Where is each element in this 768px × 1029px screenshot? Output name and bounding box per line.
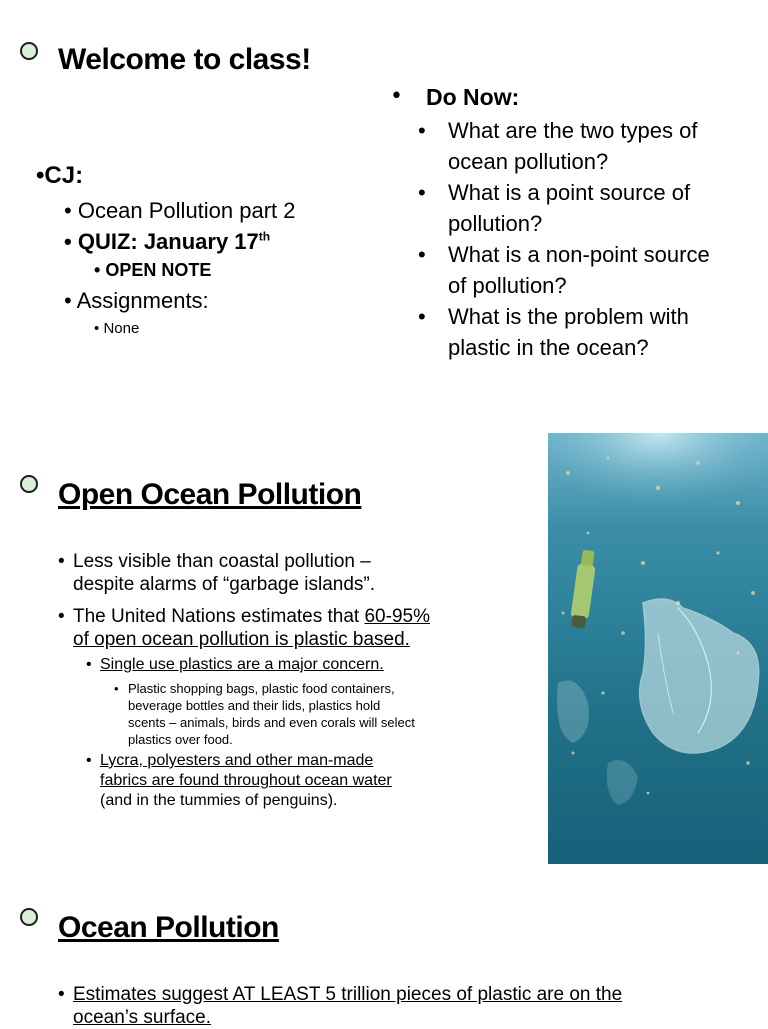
do-now-list [418, 115, 758, 363]
bullet: • [58, 551, 65, 572]
bullet: • [114, 681, 119, 696]
bullet: • [64, 198, 72, 223]
slide-marker-circle [20, 42, 38, 60]
cj-topic-row [64, 198, 296, 224]
list-item: • What are the two types of ocean pollution? [418, 115, 758, 177]
slide-title-ocean-pollution: Ocean Pollution [58, 911, 279, 944]
do-now-item-1a: What are the two types of [448, 118, 698, 143]
cj-quiz-sup: th [258, 229, 271, 244]
cj-assignments-value-row [94, 320, 139, 337]
bullet: • [36, 162, 45, 189]
oo-b2ai-line2: beverage bottles and their lids, plastics hold [128, 698, 381, 713]
slide-title-open-ocean: Open Ocean Pollution [58, 478, 362, 511]
list-item: • What is the problem with plastic in the ocean? [418, 301, 758, 363]
do-now-item-2b: pollution? [448, 211, 543, 236]
bullet: • [94, 260, 101, 280]
cj-quiz-note: OPEN NOTE [105, 260, 212, 280]
cj-assignments-row [64, 288, 209, 314]
bullet: • [94, 320, 100, 337]
oo-b1-line1: Less visible than coastal pollution – [73, 551, 371, 572]
slide-title-welcome: Welcome to class! [58, 43, 311, 76]
cj-heading-row [36, 162, 83, 190]
oo-b2b-line1: Lycra, polyesters and other man-made [100, 752, 374, 769]
oo-b2ai-line1: Plastic shopping bags, plastic food containers, [128, 681, 395, 696]
bullet: • [58, 984, 65, 1005]
bullet: • [64, 229, 72, 254]
do-now-item-2a: What is a point source of [448, 180, 691, 205]
list-item: • What is a point source of pollution? [418, 177, 758, 239]
do-now-item-3b: of pollution? [448, 273, 567, 298]
cj-quiz: QUIZ: January 17 [77, 229, 259, 254]
do-now-item-1b: ocean pollution? [448, 149, 609, 174]
oo-b2a: Single use plastics are a major concern. [100, 656, 384, 673]
do-now-item-4b: plastic in the ocean? [448, 335, 649, 360]
slide-marker-circle [20, 475, 38, 493]
oo-b2-underline-pct: 60-95% [364, 606, 430, 627]
oo-b2b-line3: (and in the tummies of penguins). [100, 792, 338, 809]
oo-b2-line1 [73, 606, 430, 628]
op-b1-line2: ocean’s surface. [73, 1007, 212, 1028]
oo-b2b-line2: fabrics are found throughout ocean water [100, 772, 392, 789]
bullet: • [58, 606, 65, 627]
do-now-item-4a: What is the problem with [448, 304, 689, 329]
bullet: • [86, 656, 92, 673]
ocean-plastic-photo [548, 433, 768, 864]
cj-quiz-note-row [94, 260, 211, 281]
oo-b2ai-line4: plastics over food. [128, 732, 233, 747]
cj-assignments: Assignments: [76, 288, 209, 313]
oo-b2ai-line3: scents – animals, birds and even corals will select [128, 715, 415, 730]
do-now-heading: Do Now: [426, 84, 520, 110]
bullet: • [390, 84, 403, 109]
oo-b2-plain: The United Nations estimates that [73, 606, 365, 627]
slide-marker-circle [20, 908, 38, 926]
cj-topic: Ocean Pollution part 2 [77, 198, 296, 223]
cj-assignments-value: None [103, 320, 140, 337]
do-now-item-3a: What is a non-point source [448, 242, 710, 267]
oo-b1-line2: despite alarms of “garbage islands”. [73, 574, 376, 595]
bullet: • [86, 752, 92, 769]
oo-b2-line2: of open ocean pollution is plastic based. [73, 629, 410, 650]
list-item: • What is a non-point source of pollution? [418, 239, 758, 301]
op-b1-line1: Estimates suggest AT LEAST 5 trillion pieces of plastic are on the [73, 984, 623, 1005]
bullet: • [64, 288, 72, 313]
cj-heading: CJ: [44, 162, 84, 189]
cj-quiz-row [64, 229, 270, 255]
